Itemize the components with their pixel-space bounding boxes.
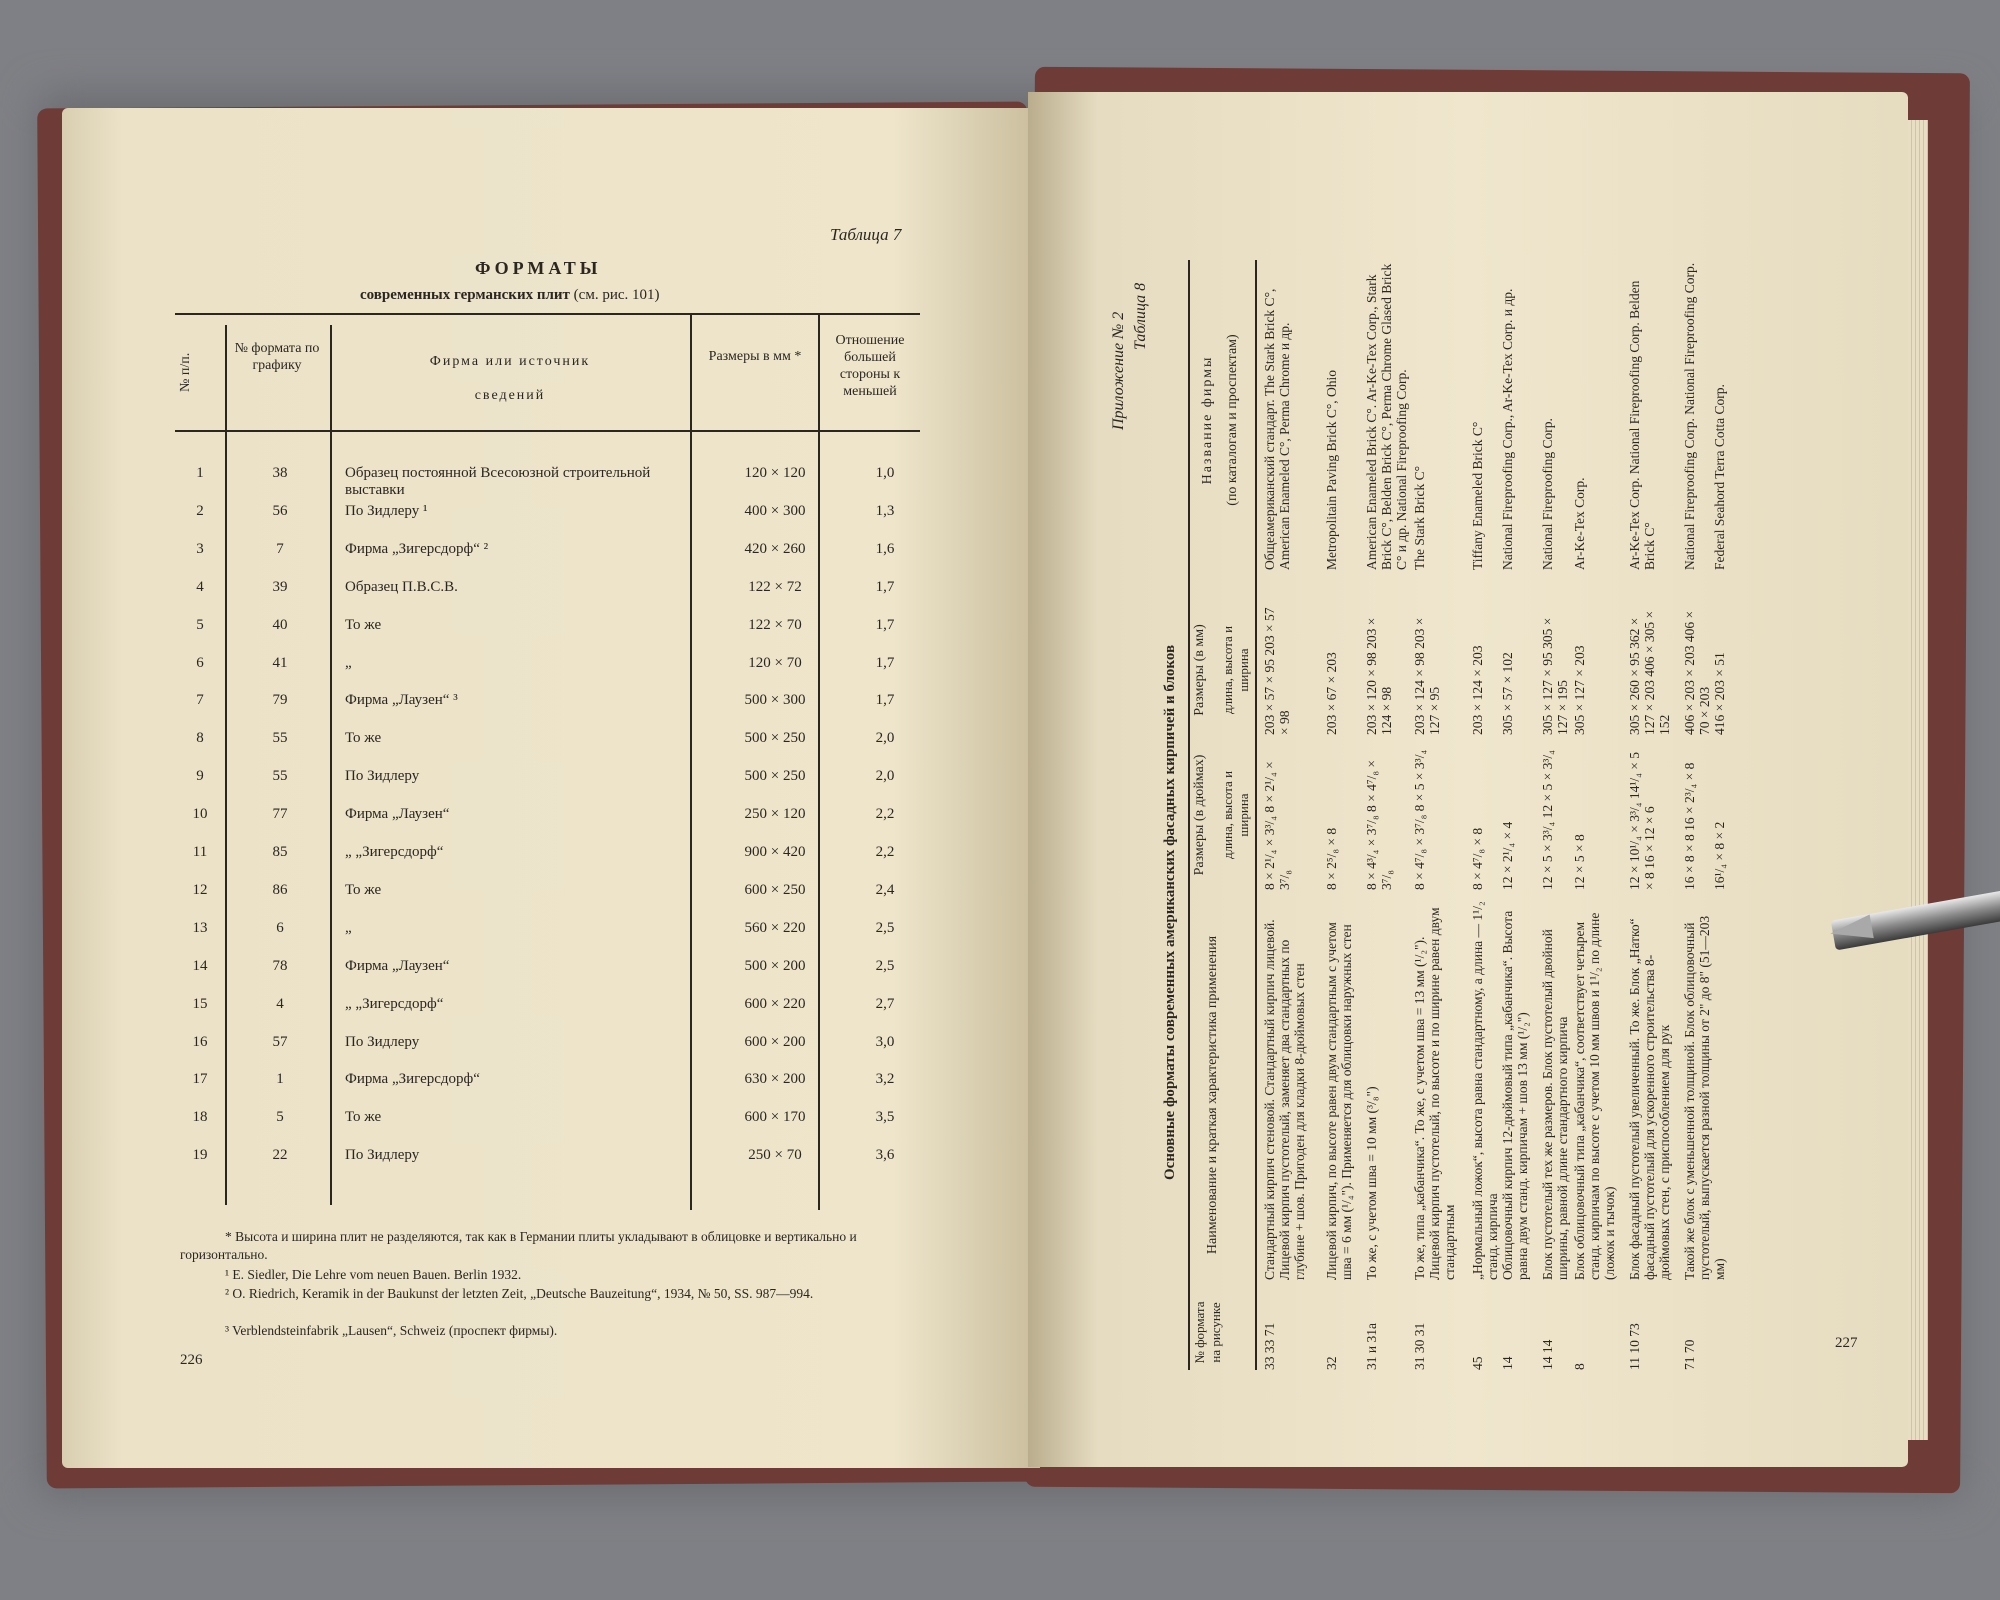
size-inches: 8 × 4³/₄ × 3⁷/₈ 8 × 4⁷/₈ × 3⁷/₈ [1364, 759, 1394, 890]
firm-name: National Fireproofing Corp. [1540, 418, 1555, 570]
table-row [175, 1109, 935, 1139]
source: То же [345, 1109, 382, 1126]
size: 250 × 120 [744, 806, 806, 823]
size-inches: 16¹/₄ × 8 × 2 [1712, 821, 1727, 890]
row-number: 3 [196, 540, 204, 557]
firm-name: American Enameled Brick C°. Ar-Ke-Tex Corp., Stark Brick C°, Belden Brick C°, Perma Chrome Glased Brick C° и др. National Fireproofing Corp. [1364, 263, 1409, 570]
size: 500 × 300 [744, 692, 806, 709]
row-number: 11 [192, 844, 208, 860]
format-number: 77 [272, 806, 288, 823]
size-mm: 203 × 120 × 98 203 × 124 × 98 [1364, 617, 1394, 735]
firm-name: Federal Seahord Terra Cotta Corp. [1712, 384, 1727, 570]
size-inches: 8 × 4⁷/₈ × 3⁷/₈ 8 × 5 × 3³/₄ [1412, 749, 1427, 890]
rule [1255, 260, 1257, 1370]
format-number: 45 [1470, 1356, 1485, 1370]
format-number: 78 [272, 957, 288, 974]
size: 120 × 70 [748, 654, 802, 671]
table-row [175, 920, 935, 950]
size-mm: 406 × 203 × 203 406 × 70 × 203 [1682, 610, 1712, 735]
page-number-left: 226 [180, 1352, 203, 1368]
header-name-r: Наименование и краткая характеристика применения [1205, 935, 1220, 1255]
source: По Зидлеру [345, 1033, 420, 1050]
format-number: 4 [276, 995, 284, 1012]
source: Фирма „Лаузен“ [345, 806, 450, 823]
description: „Нормальный ложок“, высота равна стандартному, а длина — 1¹/₂ станд. кирпича [1470, 901, 1500, 1280]
row-number: 1 [196, 465, 204, 481]
format-number: 5 [276, 1109, 284, 1126]
size: 500 × 200 [744, 957, 806, 974]
row-number: 4 [196, 578, 204, 595]
row-number: 18 [192, 1109, 208, 1126]
size-mm: 305 × 57 × 102 [1500, 652, 1515, 735]
row-number: 16 [192, 1033, 208, 1050]
page-number-right: 227 [1835, 1335, 1858, 1351]
table-subtitle: современных германских плит (см. рис. 101) [360, 287, 660, 303]
size-mm: 203 × 67 × 203 [1324, 652, 1339, 735]
size-mm: 305 × 260 × 95 362 × 127 × 203 406 × 305 × 152 [1627, 610, 1672, 735]
size-mm: 416 × 203 × 51 [1712, 652, 1727, 735]
source: Фирма „Лаузен“ [345, 957, 450, 974]
row-number: 17 [192, 1071, 208, 1088]
table-8-label: Таблица 8 [1132, 282, 1149, 350]
row-number: 2 [196, 502, 204, 519]
ratio: 2,4 [875, 881, 895, 898]
source: „ [345, 654, 352, 671]
appendix-label: Приложение № 2 [1110, 311, 1127, 430]
firm-name: Tiffany Enameled Brick C° [1470, 421, 1485, 570]
ratio: 3,2 [875, 1071, 895, 1088]
header-inches-r: Размеры (в дюймах) [1192, 754, 1207, 876]
ratio: 3,5 [875, 1109, 895, 1126]
size: 120 × 120 [744, 465, 806, 481]
row-number: 8 [196, 730, 204, 747]
format-number: 8 [1572, 1363, 1587, 1370]
table-row [175, 882, 935, 912]
description: Облицовочный кирпич 12-дюймовый типа „кабанчика“. Высота равна двум станд. кирпичам + шов 13 мм (¹/₂") [1500, 910, 1530, 1280]
row-number: 15 [192, 995, 208, 1012]
format-number: 11 10 73 [1627, 1323, 1642, 1370]
format-number: 14 14 [1540, 1339, 1555, 1370]
footnote-3: ³ Verblendsteinfabrik „Lausen“, Schweiz (проспект фирмы). [225, 1323, 558, 1338]
header-format-no-r: № формата на рисунке [1192, 1301, 1223, 1364]
format-number: 39 [272, 578, 288, 595]
format-number: 55 [272, 730, 288, 747]
format-number: 22 [272, 1147, 288, 1164]
firm-name: National Fireproofing Corp., Ar-Ke-Tex Corp. и др. [1500, 288, 1515, 570]
table-row [175, 1147, 935, 1177]
format-number: 38 [272, 465, 288, 481]
row-number: 9 [196, 768, 204, 785]
source: По Зидлеру [345, 768, 420, 785]
description: То же, типа „кабанчика“. То же, с учетом шва = 13 мм (¹/₂"). Лицевой кирпич пустотелый, по высоте и по ширине равен двум стандартным [1412, 907, 1457, 1280]
row-number: 7 [196, 692, 204, 709]
table-row [175, 655, 935, 685]
header-inches-sub-r: длина, высота и ширина [1220, 770, 1251, 860]
table-row [175, 768, 935, 798]
size-inches: 12 × 5 × 8 [1572, 834, 1587, 890]
format-number: 40 [272, 616, 288, 633]
ratio: 1,6 [875, 540, 895, 557]
rotated-table [1100, 240, 1820, 1370]
ratio: 1,3 [875, 502, 895, 519]
source: Фирма „Зигерсдорф“ [345, 1071, 480, 1088]
table-top-rule [175, 313, 920, 315]
row-number: 12 [192, 881, 208, 898]
firm-name: National Fireproofing Corp. National Fireproofing Corp. [1682, 262, 1697, 570]
size: 600 × 200 [744, 1033, 806, 1050]
ratio: 1,7 [875, 692, 895, 709]
size-inches: 12 × 2¹/₄ × 4 [1500, 821, 1515, 890]
table-row [175, 465, 935, 498]
firm-name: Общеамериканский стандарт. The Stark Brick C°, American Enameled C°, Perma Chrome и др. [1262, 288, 1292, 570]
firm-name: Metropolitain Paving Brick C°, Ohio [1324, 369, 1339, 570]
size-mm: 305 × 127 × 95 305 × 127 × 195 [1540, 617, 1570, 735]
format-number: 57 [272, 1033, 288, 1050]
format-number: 86 [272, 881, 288, 898]
format-number: 7 [276, 540, 284, 557]
description: Блок облицовочный типа „кабанчика“, соответствует четырем станд. кирпичам по высоте с учетом 10 мм швов и 1¹/₂ по длине (ложок и тычок) [1572, 912, 1617, 1280]
ratio: 2,7 [875, 995, 895, 1012]
source: „ [345, 919, 352, 936]
firm-name: The Stark Brick C° [1412, 465, 1427, 570]
header-firm-sub-r: (по каталогам и проспектам) [1225, 334, 1240, 506]
size: 122 × 72 [748, 578, 802, 595]
source: По Зидлеру [345, 1147, 420, 1164]
size: 600 × 170 [744, 1109, 806, 1126]
format-number: 85 [272, 844, 288, 860]
size: 122 × 70 [748, 616, 802, 633]
size: 600 × 220 [744, 995, 806, 1012]
size: 500 × 250 [744, 730, 806, 747]
size-inches: 12 × 5 × 3³/₄ 12 × 5 × 3³/₄ [1540, 750, 1555, 890]
source: Образец постоянной Всесоюзной строительной выставки [345, 465, 651, 498]
format-number: 31 и 31а [1364, 1323, 1379, 1370]
size-inches: 8 × 2¹/₄ × 3³/₄ 8 × 2¹/₄ × 3⁷/₈ [1262, 761, 1292, 890]
ratio: 2,2 [875, 844, 895, 860]
format-number: 55 [272, 768, 288, 785]
ratio: 2,0 [875, 768, 895, 785]
ratio: 3,6 [875, 1147, 895, 1164]
format-number: 31 30 31 [1412, 1322, 1427, 1370]
source: Образец П.В.С.В. [345, 578, 458, 595]
size: 600 × 250 [744, 881, 806, 898]
header-size: Размеры в мм * [708, 349, 802, 364]
ratio: 2,5 [875, 919, 895, 936]
description: Стандартный кирпич стеновой. Стандартный кирпич лицевой. Лицевой кирпич пустотелый, заменяет два стандартных по глубине + шов. Пригоден для кладки 8-дюймовых стен [1262, 919, 1307, 1280]
header-firm-r: Название фирмы [1200, 355, 1215, 485]
table-row [175, 1034, 935, 1064]
size-inches: 8 × 2⁵/₈ × 8 [1324, 827, 1339, 890]
header-num: № п/п. [178, 352, 193, 392]
size-mm: 203 × 124 × 98 203 × 127 × 95 [1412, 617, 1442, 735]
source: По Зидлеру ¹ [345, 502, 428, 519]
format-number: 41 [272, 654, 288, 671]
source: „ „Зигерсдорф“ [345, 844, 444, 860]
description: То же, с учетом шва = 10 мм (³/₈") [1364, 1086, 1379, 1280]
table-title: ФОРМАТЫ [475, 258, 602, 278]
size-mm: 305 × 127 × 203 [1572, 645, 1587, 735]
table-row [175, 1071, 935, 1101]
format-number: 33 33 71 [1262, 1322, 1277, 1370]
size: 630 × 200 [744, 1071, 806, 1088]
table-row [175, 958, 935, 988]
header-mm-sub-r: длина, высота и ширина [1220, 625, 1251, 715]
size-mm: 203 × 124 × 203 [1470, 645, 1485, 735]
description: Блок пустотелый тех же размеров. Блок пустотелый двойной ширины, равной длине стандартного кирпича [1540, 929, 1570, 1280]
table-row [175, 730, 935, 760]
header-mm-r: Размеры (в мм) [1192, 624, 1207, 716]
size-mm: 203 × 57 × 95 203 × 57 × 98 [1262, 607, 1292, 735]
description: Такой же блок с уменьшенной толщиной. Блок облицовочный пустотелый, выпускается разной толщины от 2" до 8" (51—203 мм) [1682, 915, 1727, 1280]
ratio: 1,7 [875, 578, 895, 595]
row-number: 19 [192, 1147, 208, 1164]
format-number: 6 [276, 919, 284, 936]
ratio: 2,0 [875, 730, 895, 747]
table-row [175, 844, 935, 874]
footnote-star: * Высота и ширина плит не разделяются, так как в Германии плиты укладывают в облицовке и вертикально и горизонтально. [180, 1229, 857, 1262]
ratio: 1,7 [875, 654, 895, 671]
header-source: Фирма или источник сведений [429, 354, 591, 403]
size-inches: 12 × 10¹/₄ × 3³/₄ 14¹/₄ × 5 × 8 16 × 12 × 6 [1627, 752, 1657, 890]
table-header-rule [175, 430, 920, 432]
source: Фирма „Зигерсдорф“ ² [345, 540, 489, 557]
ratio: 1,7 [875, 616, 895, 633]
source: Фирма „Лаузен“ ³ [345, 692, 458, 709]
table-row [175, 617, 935, 647]
format-number: 1 [276, 1071, 284, 1088]
row-number: 6 [196, 654, 204, 671]
table-row [175, 806, 935, 836]
size: 420 × 260 [744, 540, 806, 557]
size: 560 × 220 [744, 919, 806, 936]
ratio: 2,2 [875, 806, 895, 823]
ratio: 3,0 [875, 1033, 895, 1050]
footnote-2: ² O. Riedrich, Keramik in der Baukunst der letzten Zeit, „Deutsche Bauzeitung“, 1934, № 50, SS. 987—994. [225, 1286, 814, 1301]
format-number: 14 [1500, 1356, 1515, 1370]
size: 250 × 70 [748, 1147, 802, 1164]
size-inches: 8 × 4⁷/₈ × 8 [1470, 827, 1485, 890]
format-number: 56 [272, 502, 288, 519]
source: То же [345, 881, 382, 898]
size: 900 × 420 [744, 844, 806, 860]
table-row [175, 541, 935, 571]
row-number: 10 [192, 806, 208, 823]
source: „ „Зигерсдорф“ [345, 995, 444, 1012]
ratio: 2,5 [875, 957, 895, 974]
table-row [175, 692, 935, 722]
description: Лицевой кирпич, по высоте равен двум стандартным с учетом шва = 6 мм (¹/₄"). Применяется для облицовки наружных стен [1324, 922, 1354, 1280]
header-ratio: Отношение большей стороны к меньшей [835, 333, 905, 399]
header-format-no: № формата по графику [234, 341, 320, 373]
description: Блок фасадный пустотелый увеличенный. То же. Блок „Натко“ фасадный пустотелый для ускоренного строительства 8-дюймовых стен, с приспособлением для рук [1627, 918, 1672, 1280]
table-8-title: Основные форматы современных американских фасадных кирпичей и блоков [1162, 644, 1178, 1180]
row-number: 14 [192, 957, 208, 974]
size-inches: 16 × 8 × 8 16 × 2³/₄ × 8 [1682, 762, 1697, 890]
table-row [175, 996, 935, 1026]
firm-name: Ar-Ke-Tex Corp. [1572, 477, 1587, 570]
ratio: 1,0 [875, 465, 895, 481]
table-row [175, 503, 935, 533]
footnote-1: ¹ E. Siedler, Die Lehre vom neuen Bauen. Berlin 1932. [225, 1267, 522, 1282]
table-label: Таблица 7 [830, 225, 902, 244]
rule [1188, 260, 1190, 1370]
source: То же [345, 730, 382, 747]
row-number: 5 [196, 616, 204, 633]
format-number: 32 [1324, 1356, 1339, 1370]
format-number: 71 70 [1682, 1339, 1697, 1370]
size: 500 × 250 [744, 768, 806, 785]
format-number: 79 [272, 692, 288, 709]
size: 400 × 300 [744, 502, 806, 519]
row-number: 13 [192, 919, 208, 936]
source: То же [345, 616, 382, 633]
table-row [175, 579, 935, 609]
firm-name: Ar-Ke-Tex Corp. National Fireproofing Corp. Belden Brick C° [1627, 280, 1657, 570]
